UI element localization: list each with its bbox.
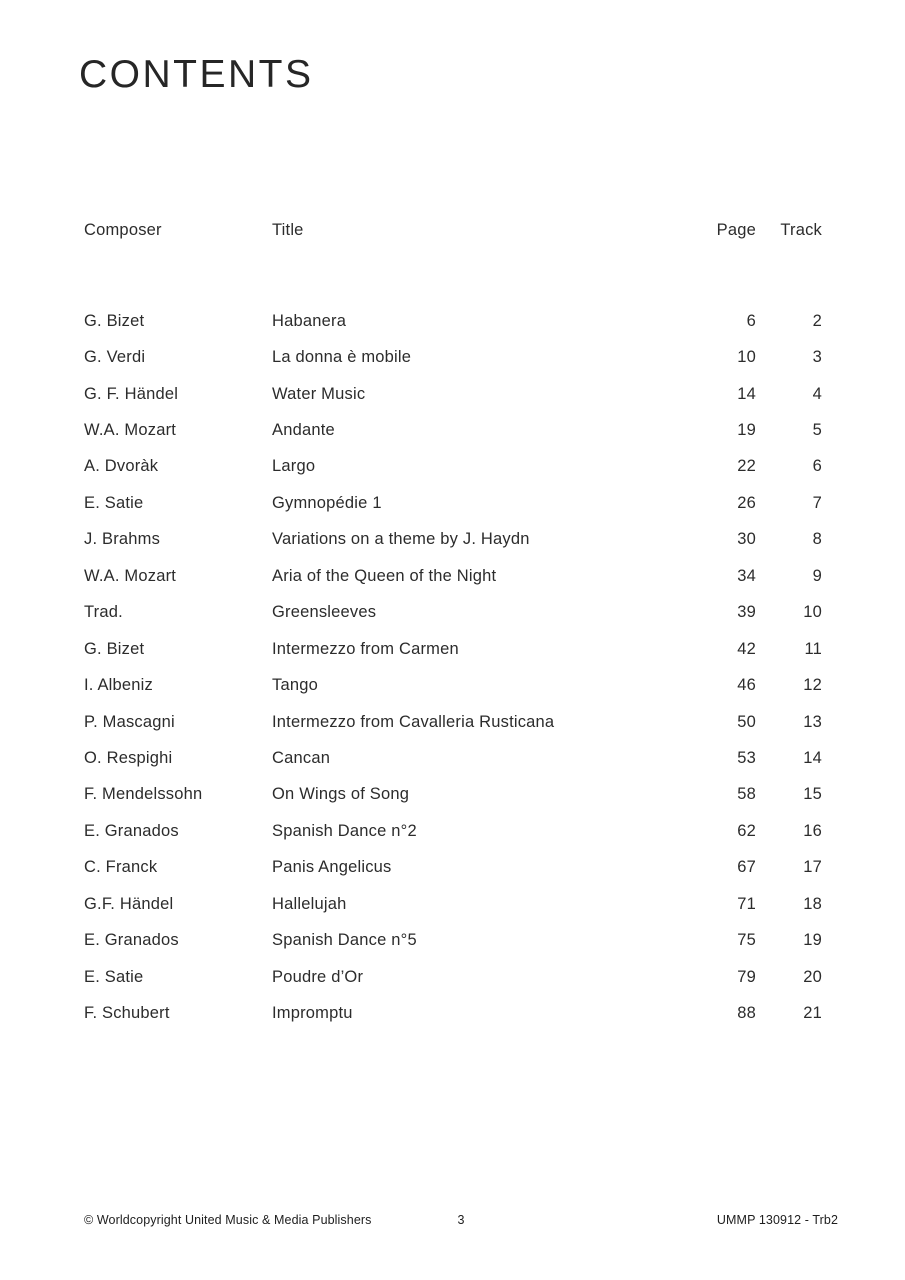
column-header-page: Page bbox=[716, 221, 756, 239]
title-cell: Cancan bbox=[272, 748, 331, 767]
track-cell: 17 bbox=[803, 858, 822, 877]
page-cell: 75 bbox=[737, 931, 756, 950]
title-cell: Water Music bbox=[272, 384, 366, 403]
title-cell: Andante bbox=[272, 421, 335, 440]
page-cell: 42 bbox=[737, 639, 756, 658]
page-cell: 79 bbox=[737, 967, 756, 986]
track-cell: 9 bbox=[812, 566, 822, 585]
composer-cell: E. Satie bbox=[84, 493, 144, 512]
page-cell: 22 bbox=[737, 457, 756, 476]
track-cell: 18 bbox=[803, 894, 822, 913]
page-cell: 71 bbox=[737, 894, 756, 913]
track-cell: 8 bbox=[812, 530, 822, 549]
table-body bbox=[84, 303, 822, 1032]
track-cell: 12 bbox=[803, 676, 822, 695]
title-cell: Impromptu bbox=[272, 1004, 353, 1023]
page-cell: 46 bbox=[737, 676, 756, 695]
page-cell: 58 bbox=[737, 785, 756, 804]
title-cell: Panis Angelicus bbox=[272, 858, 392, 877]
table-row bbox=[84, 595, 822, 631]
title-cell: La donna è mobile bbox=[272, 348, 412, 367]
table-row bbox=[84, 376, 822, 412]
table-row bbox=[84, 704, 822, 740]
table-row bbox=[84, 631, 822, 667]
track-cell: 20 bbox=[803, 967, 822, 986]
table-row bbox=[84, 850, 822, 886]
title-cell: Aria of the Queen of the Night bbox=[272, 566, 497, 585]
page-cell: 26 bbox=[737, 493, 756, 512]
page-cell: 19 bbox=[737, 421, 756, 440]
table-row bbox=[84, 922, 822, 958]
composer-cell: F. Mendelssohn bbox=[84, 785, 203, 804]
table-header-row bbox=[84, 220, 822, 241]
title-cell: Gymnopédie 1 bbox=[272, 493, 382, 512]
table-row bbox=[84, 777, 822, 813]
page-cell: 50 bbox=[737, 712, 756, 731]
page-cell: 34 bbox=[737, 566, 756, 585]
title-cell: Intermezzo from Cavalleria Rusticana bbox=[272, 712, 555, 731]
page-cell: 67 bbox=[737, 858, 756, 877]
footer-page-number: 3 bbox=[457, 1213, 465, 1227]
title-cell: On Wings of Song bbox=[272, 785, 410, 804]
table-row bbox=[84, 667, 822, 703]
track-cell: 7 bbox=[812, 493, 822, 512]
composer-cell: G. Verdi bbox=[84, 348, 146, 367]
composer-cell: F. Schubert bbox=[84, 1004, 170, 1023]
table-row bbox=[84, 886, 822, 922]
title-cell: Spanish Dance n°5 bbox=[272, 931, 417, 950]
table-row bbox=[84, 449, 822, 485]
track-cell: 16 bbox=[803, 821, 822, 840]
composer-cell: W.A. Mozart bbox=[84, 421, 177, 440]
composer-cell: E. Satie bbox=[84, 967, 144, 986]
footer-copyright: © Worldcopyright United Music & Media Publishers bbox=[84, 1213, 372, 1227]
track-cell: 4 bbox=[812, 384, 822, 403]
page-cell: 39 bbox=[737, 603, 756, 622]
composer-cell: G. Bizet bbox=[84, 639, 145, 658]
track-cell: 21 bbox=[803, 1004, 822, 1023]
title-cell: Hallelujah bbox=[272, 894, 347, 913]
track-cell: 3 bbox=[812, 348, 822, 367]
track-cell: 13 bbox=[803, 712, 822, 731]
table-row bbox=[84, 740, 822, 776]
track-cell: 5 bbox=[812, 421, 822, 440]
table-row bbox=[84, 522, 822, 558]
footer-catalog: UMMP 130912 - Trb2 bbox=[716, 1213, 838, 1227]
composer-cell: Trad. bbox=[84, 603, 123, 622]
contents-table bbox=[84, 220, 822, 1032]
track-cell: 2 bbox=[812, 311, 822, 330]
composer-cell: G. Bizet bbox=[84, 311, 145, 330]
table-row bbox=[84, 558, 822, 594]
title-cell: Poudre d’Or bbox=[272, 967, 364, 986]
table-row bbox=[84, 339, 822, 375]
composer-cell: E. Granados bbox=[84, 931, 179, 950]
composer-cell: G. F. Händel bbox=[84, 384, 179, 403]
page-cell: 62 bbox=[737, 821, 756, 840]
title-cell: Tango bbox=[272, 676, 318, 695]
table-row bbox=[84, 412, 822, 448]
composer-cell: A. Dvoràk bbox=[84, 457, 159, 476]
column-header-composer: Composer bbox=[84, 221, 162, 239]
page-title: CONTENTS bbox=[79, 53, 314, 96]
title-cell: Habanera bbox=[272, 311, 347, 330]
composer-cell: W.A. Mozart bbox=[84, 566, 177, 585]
track-cell: 6 bbox=[812, 457, 822, 476]
page-cell: 6 bbox=[746, 311, 756, 330]
column-header-title: Title bbox=[272, 221, 304, 239]
track-cell: 19 bbox=[803, 931, 822, 950]
composer-cell: E. Granados bbox=[84, 821, 179, 840]
title-cell: Spanish Dance n°2 bbox=[272, 821, 417, 840]
page-cell: 10 bbox=[737, 348, 756, 367]
composer-cell: J. Brahms bbox=[84, 530, 161, 549]
table-row bbox=[84, 303, 822, 339]
table-row bbox=[84, 485, 822, 521]
composer-cell: P. Mascagni bbox=[84, 712, 175, 731]
page-cell: 53 bbox=[737, 748, 756, 767]
title-cell: Greensleeves bbox=[272, 603, 377, 622]
page-cell: 30 bbox=[737, 530, 756, 549]
title-cell: Intermezzo from Carmen bbox=[272, 639, 459, 658]
title-cell: Variations on a theme by J. Haydn bbox=[272, 530, 530, 549]
page-cell: 14 bbox=[737, 384, 756, 403]
page-cell: 88 bbox=[737, 1004, 756, 1023]
page-footer bbox=[84, 1213, 838, 1227]
composer-cell: O. Respighi bbox=[84, 748, 173, 767]
track-cell: 14 bbox=[803, 748, 822, 767]
composer-cell: C. Franck bbox=[84, 858, 158, 877]
track-cell: 10 bbox=[803, 603, 822, 622]
column-header-track: Track bbox=[780, 221, 822, 239]
track-cell: 15 bbox=[803, 785, 822, 804]
track-cell: 11 bbox=[804, 639, 822, 658]
table-row bbox=[84, 813, 822, 849]
composer-cell: I. Albeniz bbox=[84, 676, 153, 695]
composer-cell: G.F. Händel bbox=[84, 894, 174, 913]
table-row bbox=[84, 995, 822, 1031]
title-cell: Largo bbox=[272, 457, 316, 476]
table-row bbox=[84, 959, 822, 995]
